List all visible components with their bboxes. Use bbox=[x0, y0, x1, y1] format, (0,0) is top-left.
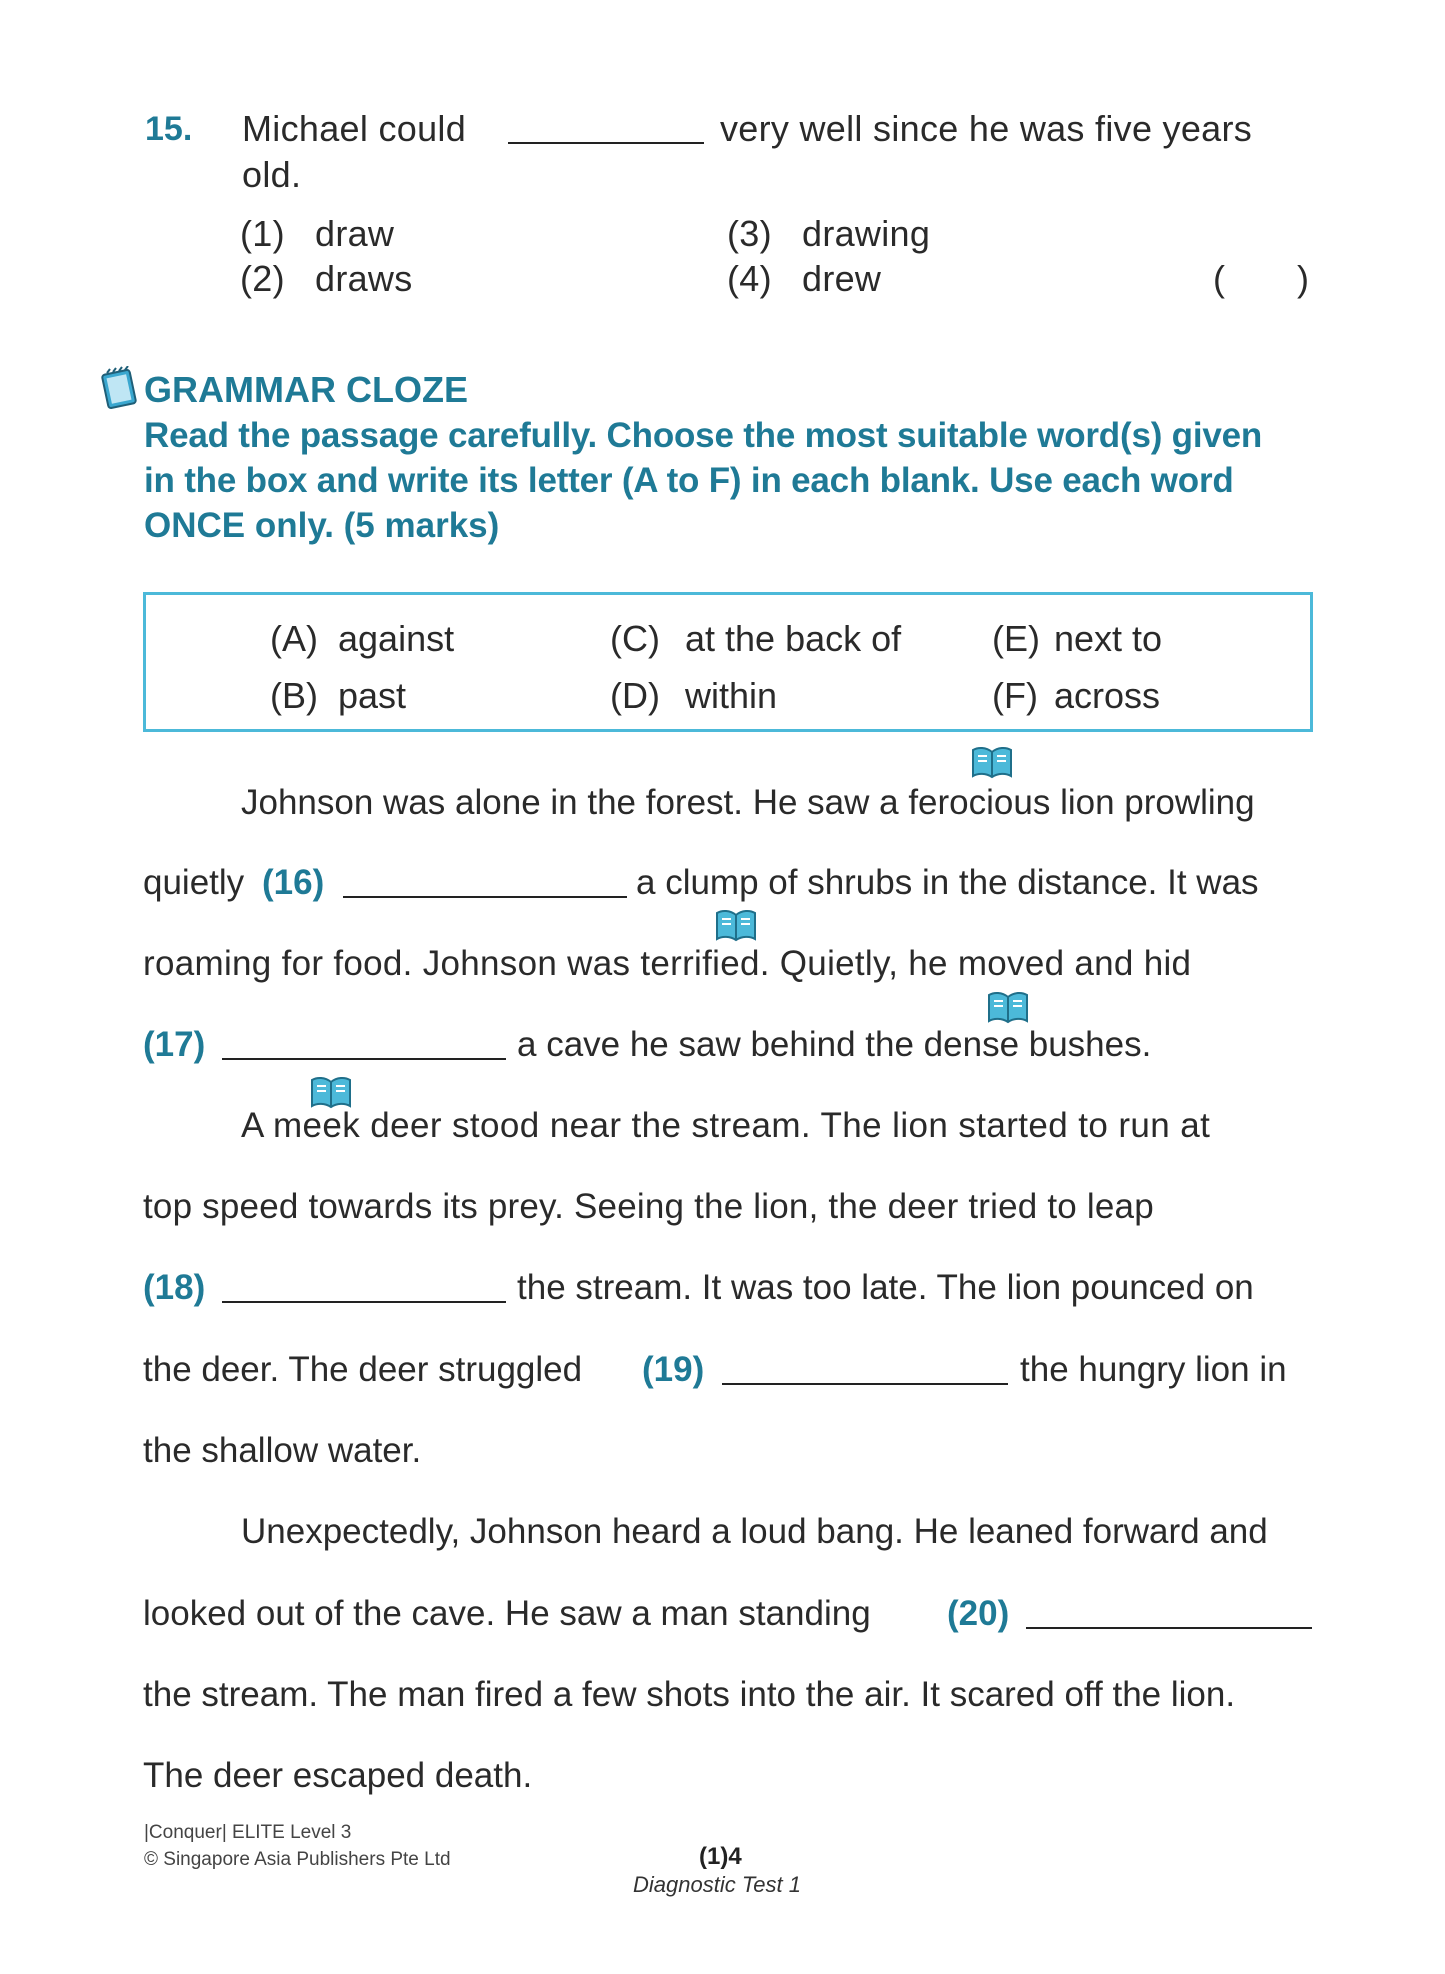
option-text-3: drawing bbox=[802, 213, 931, 254]
passage-line: Unexpectedly, Johnson heard a loud bang. He leaned forward and bbox=[241, 1512, 1268, 1551]
blank-number-19: (19) bbox=[642, 1350, 705, 1389]
footer-copyright: © Singapore Asia Publishers Pte Ltd bbox=[144, 1849, 451, 1870]
instructions bbox=[144, 413, 1314, 548]
answer-blank-15[interactable] bbox=[508, 142, 704, 144]
footer-series: |Conquer| ELITE Level 3 bbox=[144, 1822, 352, 1843]
passage-line: The deer escaped death. bbox=[143, 1756, 533, 1795]
passage-line: top speed towards its prey. Seeing the lion, the deer tried to leap bbox=[143, 1187, 1154, 1226]
passage-line: the stream. The man fired a few shots into the air. It scared off the lion. bbox=[143, 1675, 1236, 1714]
blank-number-18: (18) bbox=[143, 1268, 206, 1307]
word-text-a: against bbox=[338, 618, 455, 659]
answer-blank-19[interactable] bbox=[722, 1383, 1008, 1385]
word-label-c: (C) bbox=[610, 618, 660, 659]
section-title: GRAMMAR CLOZE bbox=[144, 369, 468, 410]
word-text-e: next to bbox=[1054, 618, 1163, 659]
word-label-b: (B) bbox=[270, 675, 318, 716]
option-label-3: (3) bbox=[727, 213, 772, 254]
answer-blank-18[interactable] bbox=[222, 1301, 506, 1303]
option-text-4: drew bbox=[802, 258, 882, 299]
passage-line: looked out of the cave. He saw a man standing bbox=[143, 1594, 871, 1633]
blank-number-20: (20) bbox=[947, 1594, 1010, 1633]
blank-number-16: (16) bbox=[262, 863, 325, 902]
word-text-b: past bbox=[338, 675, 407, 716]
instruction-line-2: in the box and write its letter (A to F) in each blank. Use each word bbox=[144, 461, 1234, 500]
blank-number-17: (17) bbox=[143, 1025, 206, 1064]
passage-line: a cave he saw behind the dense bushes. bbox=[517, 1025, 1152, 1064]
word-label-d: (D) bbox=[610, 675, 660, 716]
answer-blank-20[interactable] bbox=[1026, 1627, 1312, 1629]
glossary-book-icon[interactable] bbox=[309, 1074, 353, 1110]
passage-line: the deer. The deer struggled bbox=[143, 1350, 583, 1389]
passage-line: the shallow water. bbox=[143, 1431, 422, 1470]
answer-blank-16[interactable] bbox=[343, 896, 627, 898]
test-name: Diagnostic Test 1 bbox=[633, 1872, 801, 1897]
answer-blank-17[interactable] bbox=[222, 1058, 506, 1060]
answer-bracket-open: ( bbox=[1213, 258, 1226, 299]
passage-line: the stream. It was too late. The lion pounced on bbox=[517, 1268, 1254, 1307]
instruction-line-1: Read the passage carefully. Choose the most suitable word(s) given bbox=[144, 416, 1263, 455]
option-label-1: (1) bbox=[240, 213, 285, 254]
word-text-c: at the back of bbox=[685, 618, 902, 659]
glossary-book-icon[interactable] bbox=[970, 744, 1014, 780]
word-label-a: (A) bbox=[270, 618, 318, 659]
passage-line: quietly bbox=[143, 863, 245, 902]
word-text-d: within bbox=[685, 675, 778, 716]
option-label-2: (2) bbox=[240, 258, 285, 299]
answer-bracket-close: ) bbox=[1297, 258, 1310, 299]
instruction-line-3: ONCE only. (5 marks) bbox=[144, 506, 500, 545]
question-number: 15. bbox=[145, 110, 193, 148]
passage-line: a clump of shrubs in the distance. It was bbox=[636, 863, 1259, 902]
option-text-1: draw bbox=[315, 213, 395, 254]
passage-line: A meek deer stood near the stream. The lion started to run at bbox=[241, 1106, 1211, 1145]
passage-line: Johnson was alone in the forest. He saw a ferocious lion prowling bbox=[241, 783, 1255, 822]
notepad-icon bbox=[99, 366, 139, 410]
passage-line: roaming for food. Johnson was terrified. Quietly, he moved and hid bbox=[143, 944, 1192, 983]
passage-line: the hungry lion in bbox=[1020, 1350, 1287, 1389]
question-text-before: Michael could bbox=[242, 108, 467, 149]
answer-bracket-box[interactable] bbox=[1232, 258, 1292, 298]
option-label-4: (4) bbox=[727, 258, 772, 299]
word-label-e: (E) bbox=[992, 618, 1040, 659]
glossary-book-icon[interactable] bbox=[986, 989, 1030, 1025]
question-text-line2: old. bbox=[242, 154, 302, 195]
word-label-f: (F) bbox=[992, 675, 1038, 716]
question-text-after: very well since he was five years bbox=[720, 108, 1253, 149]
glossary-book-icon[interactable] bbox=[714, 907, 758, 943]
page-number: (1)4 bbox=[699, 1843, 742, 1870]
word-text-f: across bbox=[1054, 675, 1161, 716]
option-text-2: draws bbox=[315, 258, 413, 299]
